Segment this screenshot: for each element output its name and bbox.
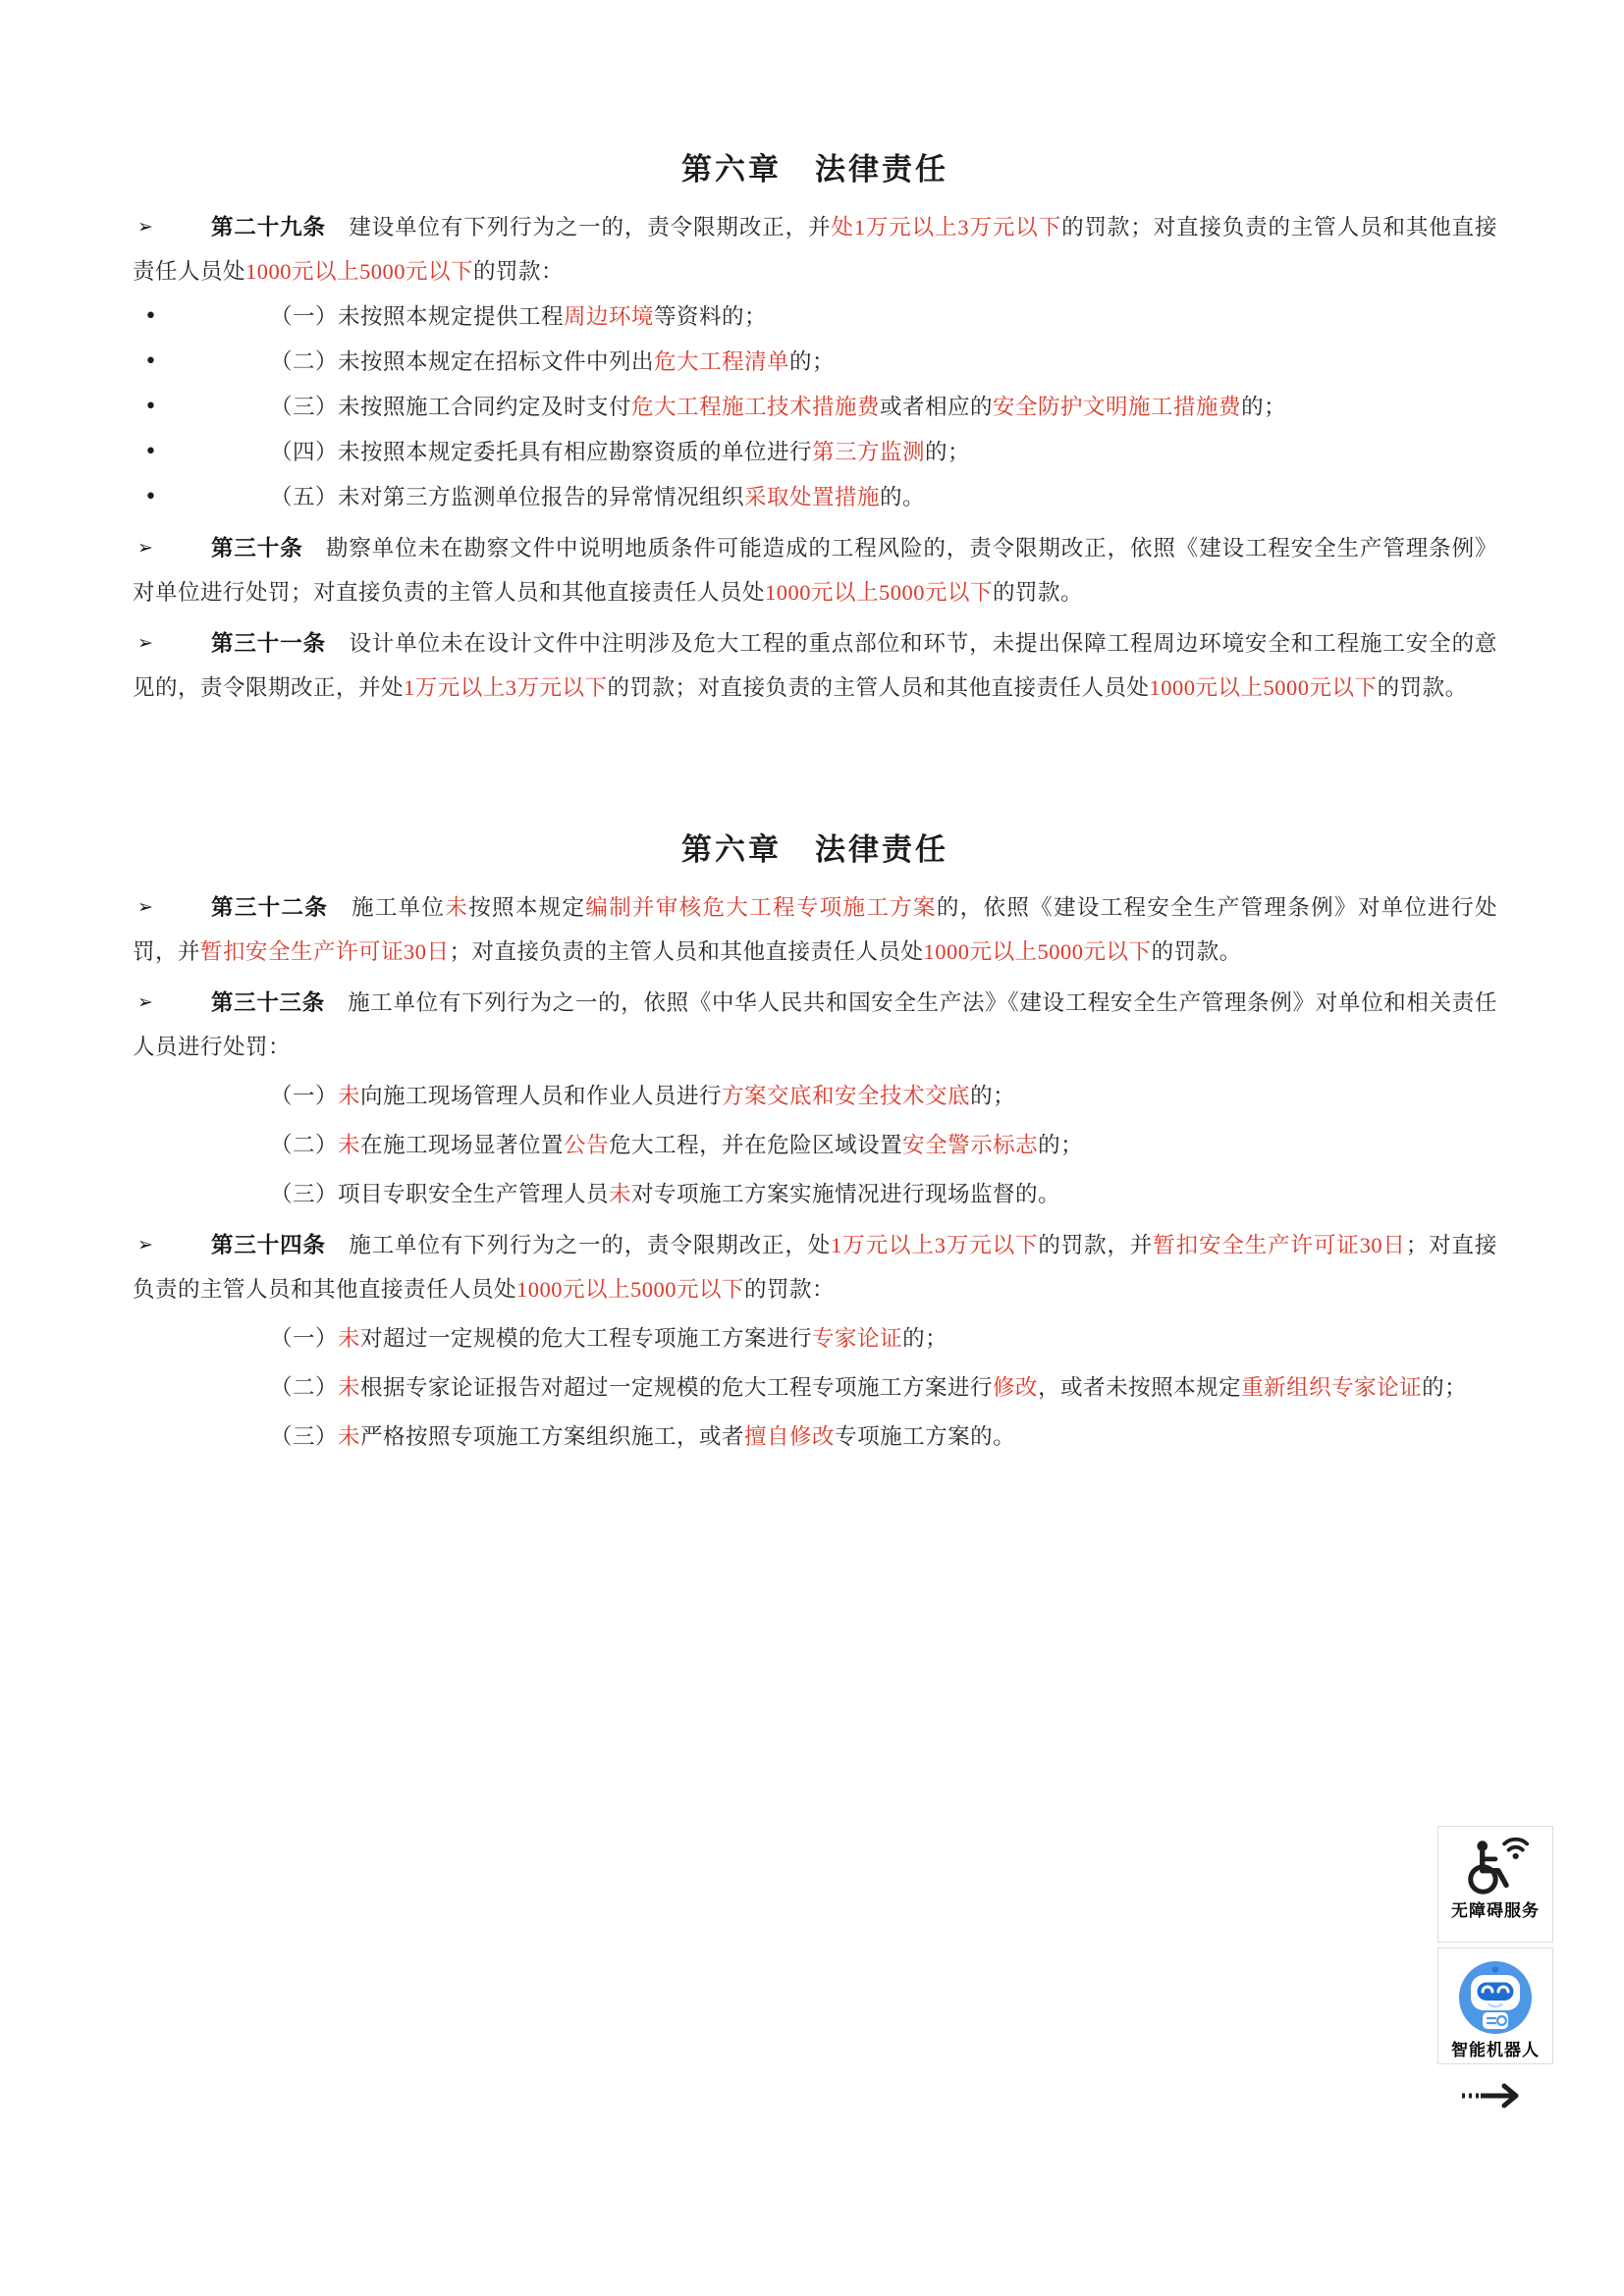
- highlighted-text-run: 1000元以上5000元以下: [516, 1277, 745, 1302]
- text-run: 的；: [1038, 1133, 1084, 1157]
- text-run: （五）未对第三方监测单位报告的异常情况组织: [270, 485, 745, 509]
- article-number: 第三十四条: [211, 1233, 326, 1257]
- highlighted-text-run: 1000元以上5000元以下: [923, 939, 1152, 964]
- text-run: 向施工现场管理人员和作业人员进行: [360, 1084, 723, 1108]
- text-run: 根据专家论证报告对超过一定规模的危大工程专项施工方案进行: [360, 1375, 994, 1400]
- accessibility-service-button[interactable]: [1437, 1826, 1553, 1943]
- highlighted-text-run: 未: [338, 1133, 361, 1157]
- highlighted-text-run: 1000元以上5000元以下: [1149, 675, 1378, 700]
- article-paragraph: [133, 885, 1497, 974]
- arrow-bullet-marker: ➢: [137, 537, 154, 559]
- list-item: [133, 294, 1497, 339]
- text-run: （三）项目专职安全生产管理人员: [270, 1182, 610, 1206]
- text-run: 的；: [1422, 1375, 1468, 1400]
- article-paragraph: [133, 981, 1497, 1069]
- dot-bullet-marker: •: [144, 395, 158, 419]
- article-number: 第三十三条: [211, 990, 325, 1015]
- text-run: 的罚款。: [1377, 675, 1468, 700]
- highlighted-text-run: 未: [338, 1424, 361, 1449]
- highlighted-text-run: 未: [338, 1326, 361, 1351]
- text-run: ；对直接负责的主管人员和其他直接责任人员处: [449, 939, 924, 964]
- highlighted-text-run: 暂扣安全生产许可证30日: [1153, 1233, 1406, 1257]
- highlighted-text-run: 专家论证: [812, 1326, 903, 1351]
- highlighted-text-run: 1万元以上3万元以下: [404, 675, 608, 700]
- accessibility-service-label: 无障碍服务: [1451, 1901, 1540, 1920]
- text-run: 按照本规定: [468, 895, 586, 920]
- text-run: 设计单位未在设计文件中注明涉及危大工程的重点部位和环节，未提出保障工程周边环境安全和工程施工安全的意见的，责令限期改正，并处: [133, 631, 1497, 700]
- legal-document: [133, 147, 1497, 1459]
- arrow-bullet-marker: ➢: [137, 896, 154, 918]
- chapter-title: 第六章 法律责任: [681, 152, 948, 187]
- smart-robot-label: 智能机器人: [1451, 2041, 1540, 2059]
- text-run: 对专项施工方案实施情况进行现场监督的。: [631, 1182, 1061, 1206]
- highlighted-text-run: 安全警示标志: [902, 1133, 1039, 1157]
- list-item: [133, 1074, 1497, 1118]
- highlighted-text-run: 未: [338, 1375, 361, 1400]
- article-paragraph: [133, 205, 1497, 294]
- text-run: （一）: [270, 1326, 339, 1351]
- highlighted-text-run: 公告: [564, 1133, 610, 1157]
- highlighted-text-run: 擅自修改: [744, 1424, 836, 1449]
- text-run: 的；: [789, 349, 836, 374]
- highlighted-text-run: 未: [609, 1182, 632, 1206]
- article-number: 第三十一条: [211, 631, 326, 656]
- text-run: 专项施工方案的。: [835, 1424, 1016, 1449]
- text-run: 的罚款；对直接负责的主管人员和其他直接责任人员处: [607, 675, 1150, 700]
- text-run: 的罚款，并: [1038, 1233, 1154, 1257]
- highlighted-text-run: 1万元以上3万元以下: [831, 1233, 1039, 1257]
- text-run: （二）: [270, 1375, 339, 1400]
- list-item: [133, 1172, 1497, 1216]
- highlighted-text-run: 修改: [993, 1375, 1039, 1400]
- highlighted-text-run: 危大工程清单: [654, 349, 790, 374]
- chapter-section: [133, 147, 1497, 710]
- text-run: 的罚款：: [744, 1277, 836, 1302]
- list-item: [133, 340, 1497, 384]
- highlighted-text-run: 1000元以上5000元以下: [245, 259, 474, 284]
- article-paragraph: [133, 621, 1497, 710]
- highlighted-text-run: 方案交底和安全技术交底: [722, 1084, 971, 1108]
- text-run: 施工单位有下列行为之一的，依照《中华人民共和国安全生产法》《建设工程安全生产管理条例》对单位和相关责任人员进行处罚：: [133, 990, 1497, 1059]
- arrow-bullet-marker: ➢: [137, 1234, 154, 1255]
- dot-bullet-marker: •: [144, 304, 158, 329]
- arrow-bullet-marker: ➢: [137, 632, 154, 654]
- article-number: 第三十条: [211, 536, 303, 561]
- text-run: 的罚款。: [1151, 939, 1242, 964]
- article-number: 第二十九条: [211, 215, 326, 240]
- text-run: 的；: [1241, 395, 1287, 419]
- highlighted-text-run: 重新组织专家论证: [1241, 1375, 1423, 1400]
- text-run: 的；: [970, 1084, 1016, 1108]
- dot-bullet-marker: •: [144, 349, 158, 374]
- text-run: （四）未按照本规定委托具有相应勘察资质的单位进行: [270, 440, 813, 464]
- robot-icon: [1456, 1958, 1535, 2037]
- list-item: [133, 475, 1497, 519]
- article-number: 第三十二条: [211, 895, 329, 920]
- text-run: 对超过一定规模的危大工程专项施工方案进行: [360, 1326, 813, 1351]
- text-run: 等资料的；: [654, 304, 768, 329]
- highlighted-text-run: 第三方监测: [812, 440, 926, 464]
- highlighted-text-run: 未: [445, 895, 469, 920]
- text-run: 的罚款。: [993, 580, 1084, 605]
- chapter-title: 第六章 法律责任: [681, 832, 948, 867]
- highlighted-text-run: 采取处置措施: [744, 485, 881, 509]
- text-run: 的；: [925, 440, 971, 464]
- highlighted-text-run: 1000元以上5000元以下: [765, 580, 994, 605]
- list-item: [133, 1365, 1497, 1410]
- highlighted-text-run: 暂扣安全生产许可证30日: [200, 939, 450, 964]
- text-run: 的，依照《建设工程安全生产管理条例》对单位进行处罚，并: [133, 895, 1497, 964]
- smart-robot-button[interactable]: [1437, 1948, 1553, 2064]
- text-run: 的罚款；对直接负责的主管人员和其他直接责任人员处: [133, 215, 1497, 284]
- text-run: ；对直接负责的主管人员和其他直接责任人员处: [133, 1233, 1497, 1302]
- highlighted-text-run: 处1万元以上3万元以下: [831, 215, 1062, 240]
- text-run: （一）未按照本规定提供工程: [270, 304, 565, 329]
- dot-bullet-marker: •: [144, 485, 158, 509]
- text-run: （二）: [270, 1133, 339, 1157]
- chapter-section: [133, 828, 1497, 1459]
- text-run: 的；: [902, 1326, 948, 1351]
- text-run: （二）未按照本规定在招标文件中列出: [270, 349, 655, 374]
- text-run: 施工单位有下列行为之一的，责令限期改正，处: [325, 1233, 832, 1257]
- highlighted-text-run: 周边环境: [564, 304, 655, 329]
- text-run: ，或者未按照本规定: [1038, 1375, 1242, 1400]
- highlighted-text-run: 编制并审核危大工程专项施工方案: [585, 895, 937, 920]
- list-item: [133, 1415, 1497, 1459]
- text-run: 施工单位: [328, 895, 446, 920]
- article-paragraph: [133, 526, 1497, 614]
- arrow-bullet-marker: ➢: [137, 216, 154, 238]
- list-item: [133, 1123, 1497, 1167]
- wheelchair-signal-icon: [1457, 1837, 1534, 1897]
- dashed-right-arrow-icon[interactable]: [1459, 2079, 1524, 2112]
- list-item: [133, 430, 1497, 474]
- text-run: 在施工现场显著位置: [360, 1133, 565, 1157]
- text-run: 或者相应的: [880, 395, 994, 419]
- text-run: 的罚款：: [473, 259, 565, 284]
- text-run: 危大工程，并在危险区域设置: [609, 1133, 903, 1157]
- arrow-bullet-marker: ➢: [137, 991, 154, 1013]
- highlighted-text-run: 安全防护文明施工措施费: [993, 395, 1242, 419]
- highlighted-text-run: 未: [338, 1084, 361, 1108]
- text-run: 建设单位有下列行为之一的，责令限期改正，并: [325, 215, 832, 240]
- text-run: 勘察单位未在勘察文件中说明地质条件可能造成的工程风险的，责令限期改正，依照《建设工程安全生产管理条例》对单位进行处罚；对直接负责的主管人员和其他直接责任人员处: [133, 536, 1497, 605]
- list-item: [133, 385, 1497, 429]
- dot-bullet-marker: •: [144, 440, 158, 464]
- highlighted-text-run: 危大工程施工技术措施费: [631, 395, 881, 419]
- article-paragraph: [133, 1223, 1497, 1311]
- list-item: [133, 1316, 1497, 1361]
- text-run: （一）: [270, 1084, 339, 1108]
- text-run: （三）未按照施工合同约定及时支付: [270, 395, 632, 419]
- text-run: 严格按照专项施工方案组织施工，或者: [360, 1424, 745, 1449]
- text-run: 的。: [880, 485, 926, 509]
- text-run: （三）: [270, 1424, 339, 1449]
